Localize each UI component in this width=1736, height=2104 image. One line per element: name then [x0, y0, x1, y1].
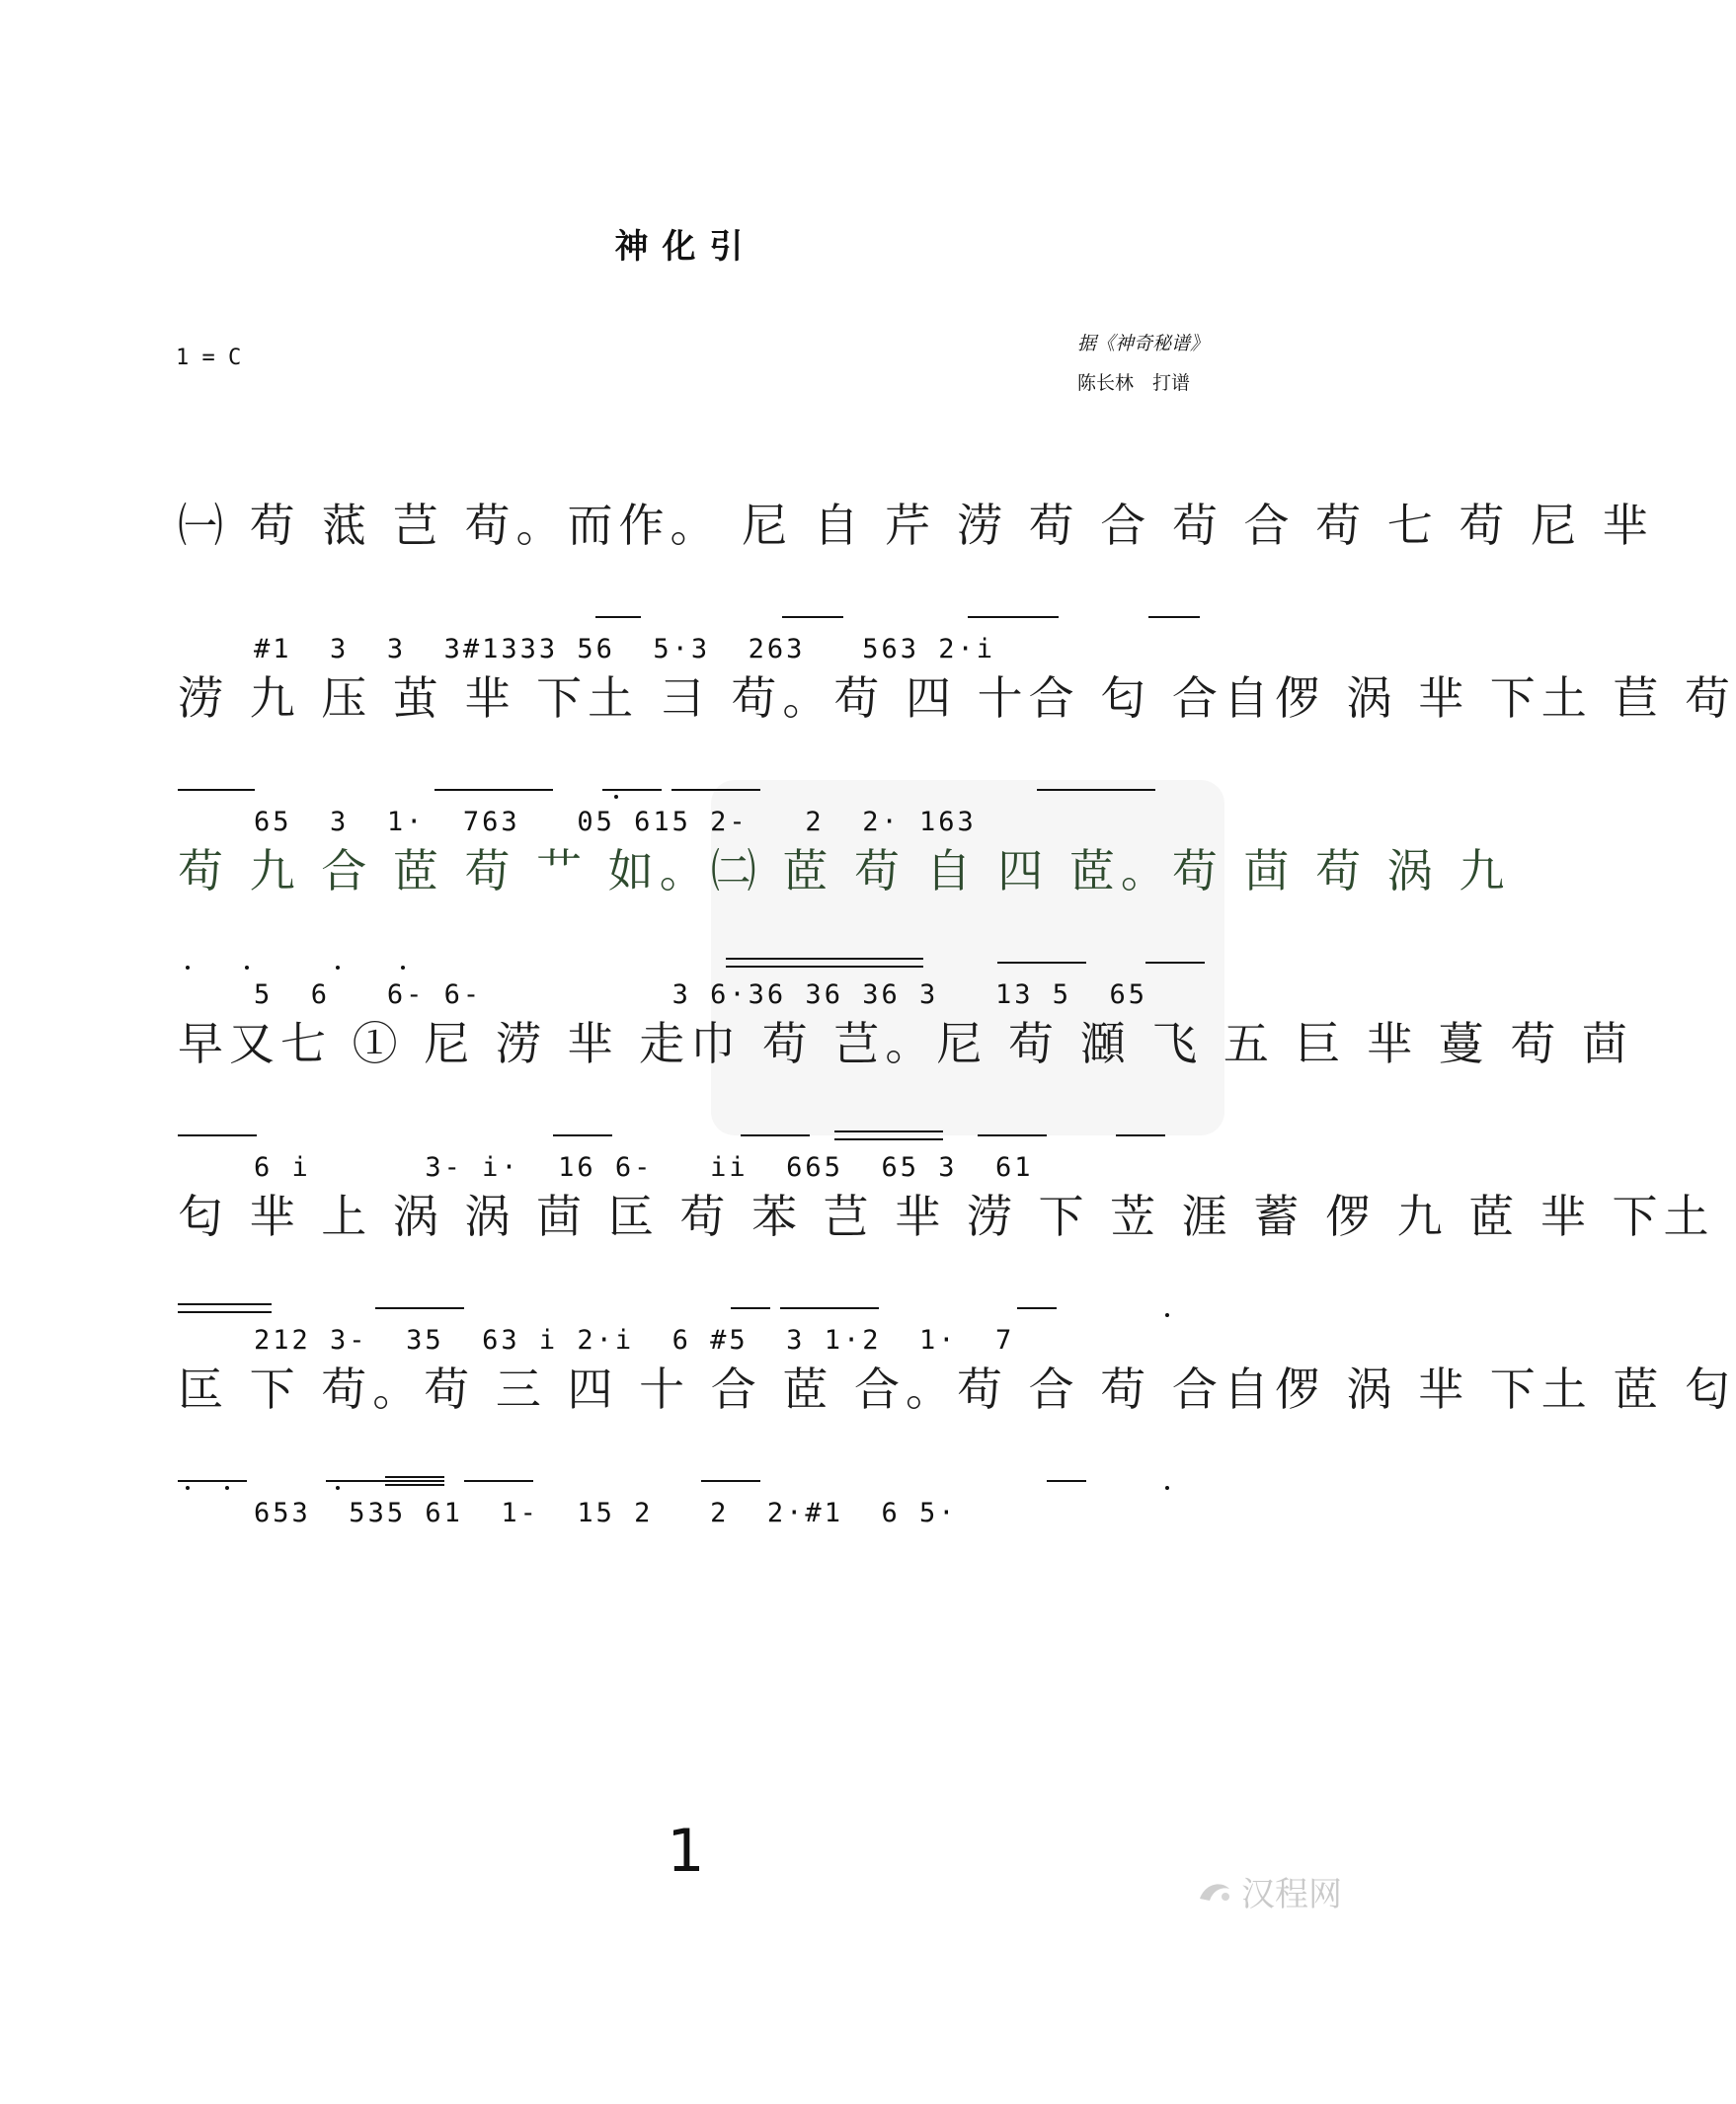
note-underline	[602, 789, 662, 791]
note-underline	[782, 616, 843, 618]
note-underline	[434, 789, 553, 791]
note-underline	[178, 1134, 257, 1136]
note-underline	[178, 789, 255, 791]
note-underline	[731, 1307, 770, 1309]
lower-octave-dot	[245, 966, 249, 970]
site-watermark	[1196, 1867, 1342, 1915]
numbered-notation-text: 6 i 3- i· 16 6- ii 665 65 3 61	[254, 1152, 1034, 1183]
tablature-row: 涝 九 压 茧 芈 下土 彐 苟。苟 四 十合 匂 合自㑩 涡 芈 下土 苣 苟	[178, 671, 1736, 725]
numbered-notation-text: 653 535 61 1- 15 2 2 2·#1 6 5·	[254, 1498, 958, 1528]
note-double-underline	[385, 1476, 444, 1486]
note-underline	[1037, 789, 1155, 791]
note-underline	[741, 1134, 810, 1136]
credit-source: 据《神奇秘谱》	[1076, 333, 1209, 354]
key-signature: 1 = C	[176, 346, 242, 370]
tablature-row: 匂 芈 上 涡 涡 茴 匞 苟 苯 芑 芈 涝 下 苙 涯 蓄 㑩 九 茝 芈 下土	[178, 1190, 1715, 1243]
note-underline	[701, 1480, 760, 1482]
note-underline	[464, 1480, 533, 1482]
lower-octave-dot	[1165, 1313, 1169, 1317]
note-underline	[375, 1307, 464, 1309]
score-system-3	[178, 824, 1511, 1010]
note-double-underline	[834, 1130, 943, 1140]
note-underline	[968, 616, 1059, 618]
tablature-row: 早又七 ① 尼 涝 芈 走巾 苟 芑。尼 苟 㶊 飞 五 巨 芈 蔓 苟 茴	[178, 1017, 1633, 1070]
tablature-row: 苟 九 合 茝 苟 艹 如。㈡ 茝 苟 自 四 茝。苟 茴 苟 涡 九	[178, 844, 1511, 897]
numbered-notation-text: 212 3- 35 63 i 2·i 6 #5 3 1·2 1· 7	[254, 1325, 1015, 1356]
credit-transcriber: 陈长林 打谱	[1076, 372, 1190, 394]
note-underline	[1116, 1134, 1165, 1136]
lower-octave-dot	[336, 1486, 340, 1490]
score-system-2	[178, 652, 1736, 837]
numbered-notation-row	[178, 918, 1215, 1010]
note-underline	[595, 616, 641, 618]
page-title: 神化引	[614, 227, 757, 267]
numbered-notation-row	[178, 1091, 1215, 1183]
note-underline	[671, 789, 760, 791]
lower-octave-dot	[1165, 1486, 1169, 1490]
note-underline	[978, 1134, 1047, 1136]
numbered-notation-text: 5 6 6- 6- 3 6·36 36 36 3 13 5 65	[254, 979, 1148, 1010]
lower-octave-dot	[401, 966, 405, 970]
lower-octave-dot	[614, 795, 618, 799]
numbered-notation-row	[178, 1437, 1215, 1528]
note-underline	[780, 1307, 879, 1309]
score-system-6	[178, 1343, 1736, 1528]
watermark-text: 汉程网	[1241, 1875, 1342, 1914]
score-system-5	[178, 1170, 1715, 1356]
score-system-4	[178, 997, 1633, 1183]
tablature-row: 匞 下 苟。苟 三 四 十 合 茝 合。苟 合 苟 合自㑩 涡 芈 下土 茝 匂	[178, 1363, 1736, 1416]
credits	[1077, 324, 1209, 403]
watermark-logo-icon	[1196, 1877, 1235, 1907]
tablature-row: ㈠ 苟 䓜 芑 苟。而作。 尼 自 芹 涝 苟 合 茍 合 苟 七 苟 尼 芈	[178, 499, 1654, 552]
note-underline	[1145, 962, 1205, 964]
numbered-notation-text: 65 3 1· 763 05 615 2- 2 2· 163	[254, 807, 977, 837]
lower-octave-dot	[225, 1486, 229, 1490]
note-underline	[178, 1480, 247, 1482]
lower-octave-dot	[336, 966, 340, 970]
note-underline	[553, 1134, 612, 1136]
note-underline	[1148, 616, 1200, 618]
note-underline	[1017, 1307, 1057, 1309]
note-double-underline	[178, 1303, 272, 1313]
score-system-1	[178, 479, 1654, 664]
numbered-notation-row	[178, 745, 1215, 837]
lower-octave-dot	[186, 966, 190, 970]
numbered-notation-row	[178, 1264, 1215, 1356]
note-double-underline	[726, 958, 923, 968]
page-number: 1	[667, 1817, 705, 1886]
lower-octave-dot	[186, 1486, 190, 1490]
numbered-notation-row	[178, 573, 1215, 664]
note-underline	[997, 962, 1086, 964]
note-underline	[1047, 1480, 1086, 1482]
numbered-notation-text: #1 3 3 3#1333 56 5·3 263 563 2·i	[254, 634, 995, 664]
